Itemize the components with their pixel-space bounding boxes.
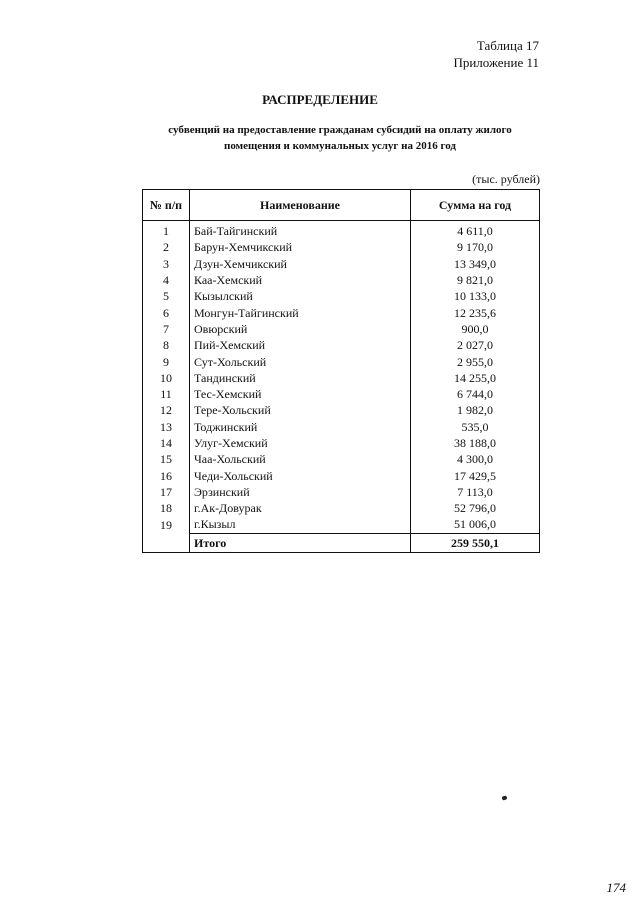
row-sum: 12 235,6 [411,304,540,320]
document-header [453,37,539,71]
row-sum: 13 349,0 [411,256,540,272]
row-number: 10 [143,370,190,386]
page-number: 174 [606,880,626,895]
row-number: 9 [143,353,190,369]
row-number: 17 [143,484,190,500]
table-row [143,353,540,369]
row-sum: 9 821,0 [411,272,540,288]
row-number: 12 [143,402,190,418]
column-header-sum: Сумма на год [411,190,540,221]
row-sum: 2 955,0 [411,353,540,369]
row-name: г.Ак-Довурак [190,500,411,516]
row-number: 13 [143,419,190,435]
row-sum: 6 744,0 [411,386,540,402]
table-row [143,288,540,304]
table-total-row [143,533,540,552]
row-sum: 38 188,0 [411,435,540,451]
table-row [143,467,540,483]
table-row [143,337,540,353]
appendix-number: Приложение 11 [453,55,539,70]
row-name: Кызылский [190,288,411,304]
table-body [143,221,540,553]
subtitle-line-1: субвенций на предоставление гражданам субсидий на оплату жилого [168,124,512,136]
units-label: (тыс. рублей) [472,172,540,186]
row-name: Барун-Хемчикский [190,239,411,255]
row-number: 6 [143,304,190,320]
row-name: Сут-Хольский [190,353,411,369]
document-title: РАСПРЕДЕЛЕНИЕ [262,92,378,107]
table-row [143,239,540,255]
row-name: Тере-Хольский [190,402,411,418]
row-name: Пий-Хемский [190,337,411,353]
row-name: Тоджинский [190,419,411,435]
row-number: 1 [143,221,190,240]
table-row [143,321,540,337]
table-header-row [143,190,540,221]
row-sum: 1 982,0 [411,402,540,418]
row-name: Монгун-Тайгинский [190,304,411,320]
row-sum: 17 429,5 [411,467,540,483]
table-row [143,256,540,272]
column-header-name: Наименование [190,190,411,221]
subtitle-line-2: помещения и коммунальных услуг на 2016 год [224,140,456,152]
table-row [143,402,540,418]
row-number: 4 [143,272,190,288]
total-label: Итого [190,533,411,552]
table-number: Таблица 17 [476,38,539,53]
distribution-table [142,189,540,553]
column-header-number: № п/п [143,190,190,221]
table-row [143,435,540,451]
table-row [143,304,540,320]
row-name: Бай-Тайгинский [190,221,411,240]
row-sum: 9 170,0 [411,239,540,255]
row-number: 16 [143,467,190,483]
row-name: г.Кызыл [190,516,411,533]
row-name: Тандинский [190,370,411,386]
row-sum: 51 006,0 [411,516,540,533]
row-number: 14 [143,435,190,451]
row-name: Чаа-Хольский [190,451,411,467]
row-sum: 2 027,0 [411,337,540,353]
table-row [143,451,540,467]
row-sum: 4 611,0 [411,221,540,240]
row-number: 11 [143,386,190,402]
row-sum: 10 133,0 [411,288,540,304]
row-name: Чеди-Хольский [190,467,411,483]
table-row [143,516,540,533]
row-name: Дзун-Хемчикский [190,256,411,272]
row-sum: 900,0 [411,321,540,337]
total-sum: 259 550,1 [411,533,540,552]
row-number: 8 [143,337,190,353]
row-name: Улуг-Хемский [190,435,411,451]
row-number: 15 [143,451,190,467]
row-sum: 4 300,0 [411,451,540,467]
row-name: Каа-Хемский [190,272,411,288]
row-number: 3 [143,256,190,272]
row-name: Эрзинский [190,484,411,500]
document-subtitle [140,122,540,154]
row-number: 18 [143,500,190,516]
table-row [143,419,540,435]
row-sum: 52 796,0 [411,500,540,516]
table-row [143,500,540,516]
table-row [143,370,540,386]
table-row [143,484,540,500]
row-name: Тес-Хемский [190,386,411,402]
total-number [143,533,190,552]
row-number: 7 [143,321,190,337]
ink-mark [501,795,507,800]
row-sum: 14 255,0 [411,370,540,386]
row-number: 5 [143,288,190,304]
table-row [143,386,540,402]
row-number: 19 [143,516,190,533]
table-row [143,272,540,288]
row-sum: 7 113,0 [411,484,540,500]
row-name: Овюрский [190,321,411,337]
table-row [143,221,540,240]
row-sum: 535,0 [411,419,540,435]
row-number: 2 [143,239,190,255]
